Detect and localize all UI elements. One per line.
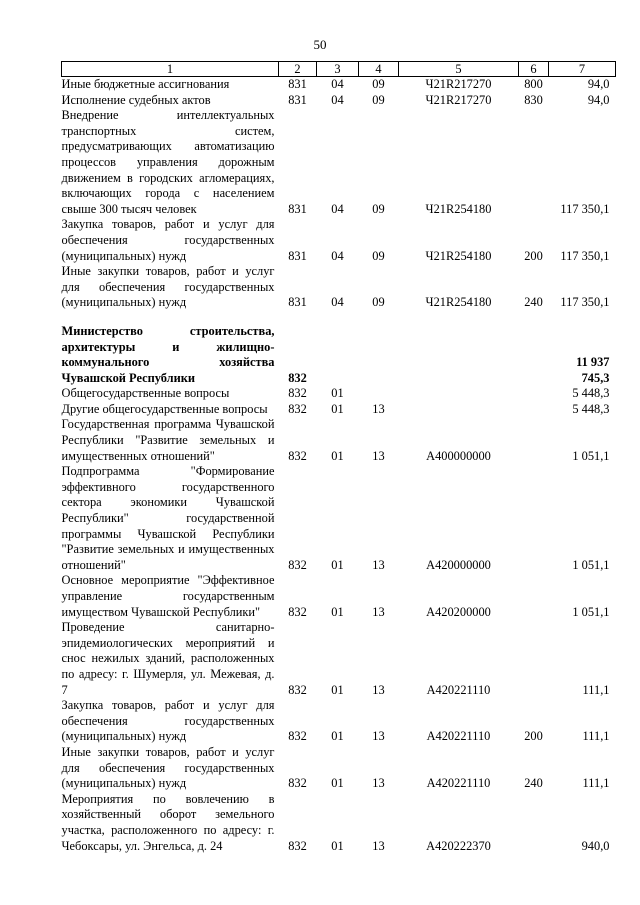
section-code: 04: [331, 77, 344, 91]
page-number: 50: [313, 37, 327, 52]
subsection-code: 13: [372, 838, 385, 853]
subsection-code: 13: [372, 401, 385, 416]
amount: 111,1: [582, 776, 610, 791]
row-name: Иные закупки товаров, работ и услуг для обеспечения государственных (муниципальных) нужд: [61, 264, 275, 310]
table-row: [62, 386, 616, 402]
subsection-code: 13: [372, 448, 385, 463]
section-code: 04: [331, 295, 344, 310]
amount: 111,1: [582, 729, 610, 744]
row-name: Закупка товаров, работ и услуг для обеспечения государственных (муниципальных) нужд: [61, 217, 275, 263]
subsection-code: 09: [372, 77, 385, 91]
section-code: 04: [331, 92, 344, 107]
column-header: 1: [62, 62, 279, 77]
column-number-header: [62, 62, 616, 77]
budget-table: [61, 61, 616, 854]
amount: 117 350,1: [560, 295, 610, 310]
expense-type-code: [519, 324, 549, 386]
row-name: Основное мероприятие "Эффективное управление государственным имуществом Чувашской Республики": [61, 573, 275, 619]
table-row: [62, 217, 616, 264]
expense-type-code: [519, 792, 549, 854]
subsection-code: 13: [372, 682, 385, 697]
ministry-code: 832: [288, 776, 307, 791]
target-article-code: А420222370: [426, 838, 491, 853]
row-name: Подпрограмма "Формирование эффективного государственного сектора экономики Чувашской Республики" государственной программы Чувашской Республики "Развитие земельных и имущественных отношений": [61, 464, 275, 572]
table-row: [62, 264, 616, 311]
target-article-code: А420200000: [426, 604, 491, 619]
subsection-code: 09: [372, 201, 385, 216]
table-row: [62, 93, 616, 109]
subsection-code: 13: [372, 557, 385, 572]
ministry-code: 832: [288, 838, 307, 853]
expense-type-code: [519, 620, 549, 698]
section-code: 01: [331, 682, 344, 697]
ministry-code: 831: [288, 295, 307, 310]
expense-type-code: [519, 573, 549, 620]
table-row: [62, 792, 616, 854]
table-row: [62, 573, 616, 620]
row-name: Внедрение интеллектуальных транспортных систем, предусматривающих автоматизацию процессов управления дорожным движением в городских агломерациях, включающих города с населением свыше 300 тысяч человек: [61, 108, 275, 216]
target-article-code: [399, 386, 519, 402]
expense-type-code: 240: [524, 776, 543, 791]
target-article-code: А420000000: [426, 557, 491, 572]
expense-type-code: 240: [524, 295, 543, 310]
expense-type-code: 200: [524, 248, 543, 263]
amount: 111,1: [582, 682, 610, 697]
section-code: 01: [331, 557, 344, 572]
ministry-code: 831: [288, 248, 307, 263]
table-row: [62, 77, 616, 93]
ministry-code: 832: [288, 386, 307, 401]
column-header: 2: [279, 62, 317, 77]
section-code: 01: [331, 448, 344, 463]
row-name: Мероприятия по вовлечению в хозяйственный оборот земельного участка, расположенного по адресу: г. Чебоксары, ул. Энгельса, д. 24: [61, 791, 275, 853]
section-code: 01: [331, 386, 344, 401]
table-row: [62, 745, 616, 792]
amount: 5 448,3: [572, 401, 610, 416]
ministry-code: 832: [288, 729, 307, 744]
column-header: 4: [359, 62, 399, 77]
expense-type-code: [519, 464, 549, 573]
row-name: Иные закупки товаров, работ и услуг для обеспечения государственных (муниципальных) нужд: [61, 744, 275, 791]
ministry-code: 832: [288, 448, 307, 463]
row-name: Государственная программа Чувашской Республики "Развитие земельных и имущественных отношений": [61, 417, 275, 463]
ministry-code: 831: [288, 92, 307, 107]
row-name: Министерство строительства, архитектуры и жилищно-коммунального хозяйства Чувашской Республики: [61, 323, 275, 385]
expense-type-code: [519, 386, 549, 402]
ministry-code: 831: [288, 201, 307, 216]
expense-type-code: [519, 108, 549, 217]
section-code: 01: [331, 776, 344, 791]
table-row: [62, 620, 616, 698]
ministry-code: 831: [288, 77, 307, 91]
amount: 117 350,1: [560, 248, 610, 263]
row-name: Закупка товаров, работ и услуг для обеспечения государственных (муниципальных) нужд: [61, 698, 275, 744]
target-article-code: Ч21R217270: [425, 92, 492, 107]
column-header: 7: [549, 62, 616, 77]
subsection-code: 09: [372, 92, 385, 107]
amount: 117 350,1: [560, 201, 610, 216]
amount: 1 051,1: [572, 604, 610, 619]
target-article-code: А420221110: [426, 776, 491, 791]
subsection-code: [359, 324, 399, 386]
table-row-ministry: [62, 324, 616, 386]
section-code: 01: [331, 838, 344, 853]
target-article-code: Ч21R254180: [425, 201, 492, 216]
section-code: 01: [331, 604, 344, 619]
amount: 1 051,1: [572, 557, 610, 572]
subsection-code: 09: [372, 248, 385, 263]
section-code: 01: [331, 729, 344, 744]
expense-type-code: 800: [524, 77, 543, 91]
amount: 94,0: [587, 92, 610, 107]
table-row: [62, 698, 616, 745]
section-code: [317, 324, 359, 386]
target-article-code: А420221110: [426, 682, 491, 697]
row-name: Иные бюджетные ассигнования: [61, 77, 230, 91]
amount: 1 051,1: [572, 448, 610, 463]
target-article-code: Ч21R217270: [425, 77, 492, 91]
section-code: 04: [331, 201, 344, 216]
expense-type-code: 200: [524, 729, 543, 744]
target-article-code: Ч21R254180: [425, 295, 492, 310]
amount: 940,0: [581, 838, 610, 853]
subsection-code: 09: [372, 295, 385, 310]
table-row: [62, 108, 616, 217]
target-article-code: А420221110: [426, 729, 491, 744]
row-name: Исполнение судебных актов: [61, 92, 211, 107]
ministry-code: 832: [288, 604, 307, 619]
target-article-code: А400000000: [426, 448, 491, 463]
subsection-code: [359, 386, 399, 402]
subsection-code: 13: [372, 776, 385, 791]
amount: 5 448,3: [572, 386, 610, 401]
amount: 11 937 745,3: [576, 355, 610, 385]
expense-type-code: 830: [524, 92, 543, 107]
column-header: 3: [317, 62, 359, 77]
ministry-code: 832: [288, 557, 307, 572]
spacer-row: [62, 311, 616, 324]
section-code: 04: [331, 248, 344, 263]
target-article-code: Ч21R254180: [425, 248, 492, 263]
ministry-code: 832: [288, 682, 307, 697]
ministry-code: 832: [288, 401, 307, 416]
ministry-code: 832: [288, 370, 307, 385]
row-name: Другие общегосударственные вопросы: [61, 401, 268, 416]
column-header: 6: [519, 62, 549, 77]
target-article-code: [399, 324, 519, 386]
section-code: 01: [331, 401, 344, 416]
row-name: Общегосударственные вопросы: [61, 386, 230, 401]
subsection-code: 13: [372, 729, 385, 744]
table-row: [62, 417, 616, 464]
row-name: Проведение санитарно-эпидемиологических мероприятий и снос нежилых зданий, расположенных по адресу: г. Шумерля, ул. Межевая, д. 7: [61, 620, 275, 697]
expense-type-code: [519, 417, 549, 464]
table-row: [62, 402, 616, 418]
column-header: 5: [399, 62, 519, 77]
subsection-code: 13: [372, 604, 385, 619]
expense-type-code: [519, 402, 549, 418]
table-row: [62, 464, 616, 573]
target-article-code: [399, 402, 519, 418]
amount: 94,0: [587, 77, 610, 91]
